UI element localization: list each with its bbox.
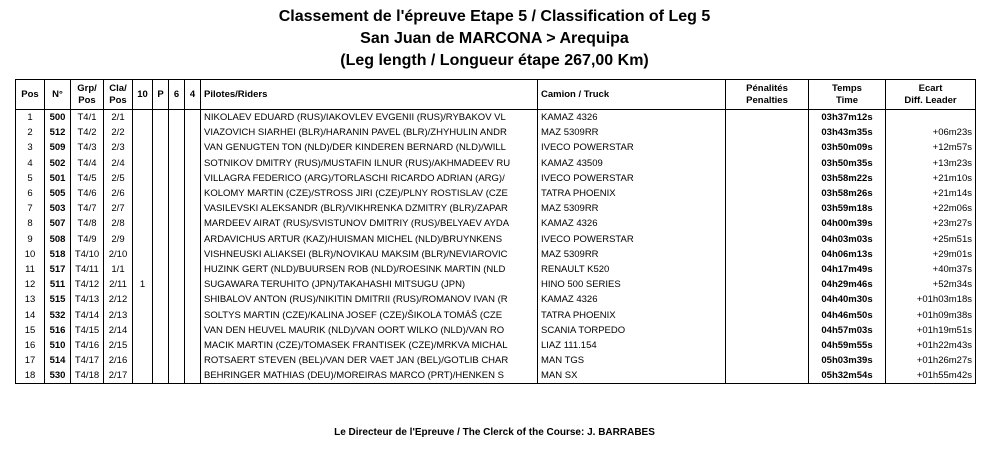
cell-group: T4/12 [71, 277, 104, 292]
table-row [16, 171, 976, 186]
table-row [16, 323, 976, 338]
cell-penalties [726, 171, 809, 186]
cell-p [153, 262, 169, 277]
cell-pos: 11 [16, 262, 45, 277]
cell-gap: +29m01s [886, 247, 976, 262]
cell-truck: KAMAZ 43509 [538, 156, 726, 171]
cell-time: 04h59m55s [809, 338, 886, 353]
cell-class: 2/11 [104, 277, 133, 292]
cell-6 [169, 338, 185, 353]
cell-class: 2/9 [104, 232, 133, 247]
header-row [16, 80, 976, 110]
cell-riders: VAN GENUGTEN TON (NLD)/DER KINDEREN BERNARD (NLD)/WILL [201, 140, 538, 155]
cell-penalties [726, 323, 809, 338]
cell-10 [133, 201, 153, 216]
cell-group: T4/6 [71, 186, 104, 201]
cell-truck: TATRA PHOENIX [538, 307, 726, 322]
cell-riders: NIKOLAEV EDUARD (RUS)/IAKOVLEV EVGENII (RUS)/RYBAKOV VL [201, 110, 538, 126]
table-row [16, 262, 976, 277]
cell-group: T4/13 [71, 292, 104, 307]
cell-truck: KAMAZ 4326 [538, 292, 726, 307]
cell-pos: 13 [16, 292, 45, 307]
cell-pos: 7 [16, 201, 45, 216]
cell-6 [169, 171, 185, 186]
cell-4 [185, 110, 201, 126]
cell-number: 514 [45, 353, 71, 368]
cell-10 [133, 262, 153, 277]
cell-p [153, 201, 169, 216]
cell-penalties [726, 201, 809, 216]
cell-class: 2/17 [104, 368, 133, 384]
col-6: 6 [169, 80, 185, 110]
table-row [16, 110, 976, 126]
cell-6 [169, 216, 185, 231]
document-header [0, 0, 989, 72]
cell-group: T4/15 [71, 323, 104, 338]
cell-4 [185, 201, 201, 216]
cell-4 [185, 186, 201, 201]
cell-number: 517 [45, 262, 71, 277]
cell-time: 04h46m50s [809, 307, 886, 322]
cell-gap: +23m27s [886, 216, 976, 231]
cell-6 [169, 292, 185, 307]
cell-10 [133, 368, 153, 384]
cell-number: 505 [45, 186, 71, 201]
cell-truck: RENAULT K520 [538, 262, 726, 277]
col-class: Cla/ Pos [104, 80, 133, 110]
cell-p [153, 277, 169, 292]
cell-p [153, 323, 169, 338]
cell-pos: 1 [16, 110, 45, 126]
cell-penalties [726, 110, 809, 126]
cell-group: T4/10 [71, 247, 104, 262]
cell-riders: VAN DEN HEUVEL MAURIK (NLD)/VAN OORT WILKO (NLD)/VAN RO [201, 323, 538, 338]
col-p: P [153, 80, 169, 110]
cell-truck: KAMAZ 4326 [538, 110, 726, 126]
cell-6 [169, 247, 185, 262]
cell-riders: HUZINK GERT (NLD)/BUURSEN ROB (NLD)/ROESINK MARTIN (NLD [201, 262, 538, 277]
cell-truck: MAN SX [538, 368, 726, 384]
cell-riders: VISHNEUSKI ALIAKSEI (BLR)/NOVIKAU MAKSIM (BLR)/NEVIAROVIC [201, 247, 538, 262]
cell-riders: VIAZOVICH SIARHEI (BLR)/HARANIN PAVEL (BLR)/ZHYHULIN ANDR [201, 125, 538, 140]
cell-time: 03h37m12s [809, 110, 886, 126]
cell-number: 511 [45, 277, 71, 292]
cell-4 [185, 338, 201, 353]
cell-gap: +01h55m42s [886, 368, 976, 384]
cell-p [153, 156, 169, 171]
cell-p [153, 125, 169, 140]
cell-6 [169, 323, 185, 338]
cell-riders: VASILEVSKI ALEKSANDR (BLR)/VIKHRENKA DZMITRY (BLR)/ZAPAR [201, 201, 538, 216]
cell-group: T4/11 [71, 262, 104, 277]
cell-pos: 8 [16, 216, 45, 231]
cell-6 [169, 201, 185, 216]
cell-penalties [726, 338, 809, 353]
cell-10 [133, 323, 153, 338]
cell-p [153, 338, 169, 353]
cell-time: 03h50m35s [809, 156, 886, 171]
cell-class: 2/3 [104, 140, 133, 155]
cell-time: 04h29m46s [809, 277, 886, 292]
cell-time: 03h50m09s [809, 140, 886, 155]
cell-penalties [726, 307, 809, 322]
cell-gap: +25m51s [886, 232, 976, 247]
cell-penalties [726, 156, 809, 171]
cell-truck: KAMAZ 4326 [538, 216, 726, 231]
col-group: Grp/ Pos [71, 80, 104, 110]
cell-gap: +06m23s [886, 125, 976, 140]
cell-6 [169, 277, 185, 292]
cell-time: 04h03m03s [809, 232, 886, 247]
cell-number: 530 [45, 368, 71, 384]
cell-pos: 9 [16, 232, 45, 247]
cell-riders: SOTNIKOV DMITRY (RUS)/MUSTAFIN ILNUR (RUS)/AKHMADEEV RU [201, 156, 538, 171]
title-line-3: (Leg length / Longueur étape 267,00 Km) [340, 52, 649, 69]
cell-time: 05h03m39s [809, 353, 886, 368]
cell-6 [169, 307, 185, 322]
cell-time: 03h43m35s [809, 125, 886, 140]
cell-penalties [726, 368, 809, 384]
cell-truck: MAZ 5309RR [538, 247, 726, 262]
cell-p [153, 232, 169, 247]
cell-gap: +13m23s [886, 156, 976, 171]
cell-number: 502 [45, 156, 71, 171]
cell-6 [169, 368, 185, 384]
cell-time: 04h06m13s [809, 247, 886, 262]
cell-truck: TATRA PHOENIX [538, 186, 726, 201]
cell-number: 501 [45, 171, 71, 186]
title-line-1: Classement de l'épreuve Etape 5 / Classification of Leg 5 [278, 8, 711, 25]
table-row [16, 247, 976, 262]
cell-group: T4/18 [71, 368, 104, 384]
cell-riders: KOLOMY MARTIN (CZE)/STROSS JIRI (CZE)/PLNY ROSTISLAV (CZE [201, 186, 538, 201]
cell-number: 518 [45, 247, 71, 262]
cell-pos: 3 [16, 140, 45, 155]
cell-number: 509 [45, 140, 71, 155]
cell-pos: 2 [16, 125, 45, 140]
footer-signature: Le Directeur de l'Epreuve / The Clerck of the Course: J. BARRABES [334, 427, 655, 438]
cell-4 [185, 323, 201, 338]
cell-6 [169, 353, 185, 368]
cell-time: 04h57m03s [809, 323, 886, 338]
cell-4 [185, 277, 201, 292]
results-table [15, 79, 976, 384]
cell-gap [886, 110, 976, 126]
col-pos: Pos [16, 80, 45, 110]
cell-p [153, 368, 169, 384]
cell-pos: 15 [16, 323, 45, 338]
cell-4 [185, 307, 201, 322]
col-riders: Pilotes/Riders [201, 80, 538, 110]
cell-number: 515 [45, 292, 71, 307]
cell-class: 2/2 [104, 125, 133, 140]
table-row [16, 292, 976, 307]
cell-class: 2/15 [104, 338, 133, 353]
cell-p [153, 292, 169, 307]
cell-penalties [726, 292, 809, 307]
cell-penalties [726, 232, 809, 247]
cell-time: 03h58m26s [809, 186, 886, 201]
cell-riders: ARDAVICHUS ARTUR (KAZ)/HUISMAN MICHEL (NLD)/BRUYNKENS [201, 232, 538, 247]
cell-penalties [726, 125, 809, 140]
cell-4 [185, 353, 201, 368]
cell-time: 05h32m54s [809, 368, 886, 384]
cell-number: 500 [45, 110, 71, 126]
cell-gap: +01h26m27s [886, 353, 976, 368]
cell-class: 2/7 [104, 201, 133, 216]
cell-penalties [726, 353, 809, 368]
cell-6 [169, 262, 185, 277]
cell-group: T4/9 [71, 232, 104, 247]
cell-truck: SCANIA TORPEDO [538, 323, 726, 338]
cell-group: T4/2 [71, 125, 104, 140]
cell-number: 516 [45, 323, 71, 338]
cell-pos: 18 [16, 368, 45, 384]
cell-time: 03h59m18s [809, 201, 886, 216]
cell-gap: +01h03m18s [886, 292, 976, 307]
cell-class: 1/1 [104, 262, 133, 277]
cell-gap: +01h09m38s [886, 307, 976, 322]
cell-time: 03h58m22s [809, 171, 886, 186]
cell-class: 2/4 [104, 156, 133, 171]
cell-6 [169, 110, 185, 126]
cell-group: T4/5 [71, 171, 104, 186]
cell-truck: LIAZ 111.154 [538, 338, 726, 353]
cell-p [153, 247, 169, 262]
cell-gap: +40m37s [886, 262, 976, 277]
cell-riders: ROTSAERT STEVEN (BEL)/VAN DER VAET JAN (BEL)/GOTLIB CHAR [201, 353, 538, 368]
col-4: 4 [185, 80, 201, 110]
title-line-2: San Juan de MARCONA > Arequipa [360, 30, 629, 47]
cell-p [153, 186, 169, 201]
cell-number: 532 [45, 307, 71, 322]
cell-penalties [726, 262, 809, 277]
table-row [16, 140, 976, 155]
col-penalties: Pénalités Penalties [726, 80, 809, 110]
cell-penalties [726, 277, 809, 292]
cell-pos: 12 [16, 277, 45, 292]
cell-p [153, 110, 169, 126]
cell-10 [133, 140, 153, 155]
cell-4 [185, 292, 201, 307]
cell-group: T4/14 [71, 307, 104, 322]
cell-gap: +01h22m43s [886, 338, 976, 353]
col-number: N° [45, 80, 71, 110]
cell-riders: SOLTYS MARTIN (CZE)/KALINA JOSEF (CZE)/ŠIKOLA TOMÁŠ (CZE [201, 307, 538, 322]
cell-class: 2/13 [104, 307, 133, 322]
table-row [16, 125, 976, 140]
cell-class: 2/16 [104, 353, 133, 368]
cell-number: 510 [45, 338, 71, 353]
cell-10 [133, 156, 153, 171]
cell-truck: MAZ 5309RR [538, 201, 726, 216]
cell-penalties [726, 247, 809, 262]
cell-gap: +12m57s [886, 140, 976, 155]
cell-pos: 4 [16, 156, 45, 171]
col-time: Temps Time [809, 80, 886, 110]
cell-10 [133, 292, 153, 307]
cell-riders: BEHRINGER MATHIAS (DEU)/MOREIRAS MARCO (PRT)/HENKEN S [201, 368, 538, 384]
cell-6 [169, 125, 185, 140]
cell-gap: +01h19m51s [886, 323, 976, 338]
cell-time: 04h17m49s [809, 262, 886, 277]
cell-10 [133, 171, 153, 186]
cell-number: 507 [45, 216, 71, 231]
col-10: 10 [133, 80, 153, 110]
cell-time: 04h00m39s [809, 216, 886, 231]
cell-penalties [726, 186, 809, 201]
cell-penalties [726, 140, 809, 155]
col-gap: Ecart Diff. Leader [886, 80, 976, 110]
cell-4 [185, 140, 201, 155]
cell-group: T4/8 [71, 216, 104, 231]
cell-group: T4/1 [71, 110, 104, 126]
cell-10 [133, 247, 153, 262]
cell-number: 512 [45, 125, 71, 140]
cell-gap: +21m14s [886, 186, 976, 201]
cell-pos: 17 [16, 353, 45, 368]
cell-4 [185, 171, 201, 186]
cell-class: 2/14 [104, 323, 133, 338]
table-row [16, 368, 976, 384]
cell-6 [169, 140, 185, 155]
cell-truck: HINO 500 SERIES [538, 277, 726, 292]
cell-riders: MACIK MARTIN (CZE)/TOMASEK FRANTISEK (CZE)/MRKVA MICHAL [201, 338, 538, 353]
cell-p [153, 216, 169, 231]
cell-pos: 14 [16, 307, 45, 322]
cell-riders: SUGAWARA TERUHITO (JPN)/TAKAHASHI MITSUGU (JPN) [201, 277, 538, 292]
col-truck: Camion / Truck [538, 80, 726, 110]
cell-4 [185, 247, 201, 262]
cell-10 [133, 216, 153, 231]
cell-gap: +52m34s [886, 277, 976, 292]
table-row [16, 216, 976, 231]
cell-time: 04h40m30s [809, 292, 886, 307]
table-row [16, 232, 976, 247]
cell-10 [133, 353, 153, 368]
cell-class: 2/1 [104, 110, 133, 126]
cell-pos: 5 [16, 171, 45, 186]
cell-10 [133, 110, 153, 126]
cell-truck: IVECO POWERSTAR [538, 171, 726, 186]
cell-number: 503 [45, 201, 71, 216]
table-row [16, 338, 976, 353]
cell-4 [185, 368, 201, 384]
cell-10 [133, 186, 153, 201]
cell-truck: MAN TGS [538, 353, 726, 368]
cell-10: 1 [133, 277, 153, 292]
cell-p [153, 140, 169, 155]
cell-class: 2/8 [104, 216, 133, 231]
cell-6 [169, 232, 185, 247]
cell-group: T4/3 [71, 140, 104, 155]
cell-4 [185, 262, 201, 277]
cell-group: T4/7 [71, 201, 104, 216]
cell-group: T4/4 [71, 156, 104, 171]
cell-10 [133, 307, 153, 322]
cell-class: 2/10 [104, 247, 133, 262]
cell-class: 2/6 [104, 186, 133, 201]
cell-10 [133, 125, 153, 140]
table-row [16, 156, 976, 171]
cell-4 [185, 125, 201, 140]
cell-group: T4/16 [71, 338, 104, 353]
cell-gap: +22m06s [886, 201, 976, 216]
cell-pos: 10 [16, 247, 45, 262]
cell-pos: 6 [16, 186, 45, 201]
cell-p [153, 353, 169, 368]
cell-pos: 16 [16, 338, 45, 353]
cell-class: 2/5 [104, 171, 133, 186]
table-row [16, 186, 976, 201]
cell-gap: +21m10s [886, 171, 976, 186]
cell-10 [133, 338, 153, 353]
cell-4 [185, 156, 201, 171]
cell-6 [169, 156, 185, 171]
cell-p [153, 171, 169, 186]
cell-riders: VILLAGRA FEDERICO (ARG)/TORLASCHI RICARDO ADRIAN (ARG)/ [201, 171, 538, 186]
cell-p [153, 307, 169, 322]
cell-truck: IVECO POWERSTAR [538, 140, 726, 155]
table-row [16, 277, 976, 292]
cell-truck: MAZ 5309RR [538, 125, 726, 140]
table-row [16, 353, 976, 368]
cell-penalties [726, 216, 809, 231]
cell-riders: SHIBALOV ANTON (RUS)/NIKITIN DMITRII (RUS)/ROMANOV IVAN (R [201, 292, 538, 307]
cell-6 [169, 186, 185, 201]
table-row [16, 201, 976, 216]
cell-4 [185, 232, 201, 247]
cell-truck: IVECO POWERSTAR [538, 232, 726, 247]
cell-group: T4/17 [71, 353, 104, 368]
cell-class: 2/12 [104, 292, 133, 307]
cell-number: 508 [45, 232, 71, 247]
cell-riders: MARDEEV AIRAT (RUS)/SVISTUNOV DMITRIY (RUS)/BELYAEV AYDA [201, 216, 538, 231]
cell-4 [185, 216, 201, 231]
table-row [16, 307, 976, 322]
cell-10 [133, 232, 153, 247]
